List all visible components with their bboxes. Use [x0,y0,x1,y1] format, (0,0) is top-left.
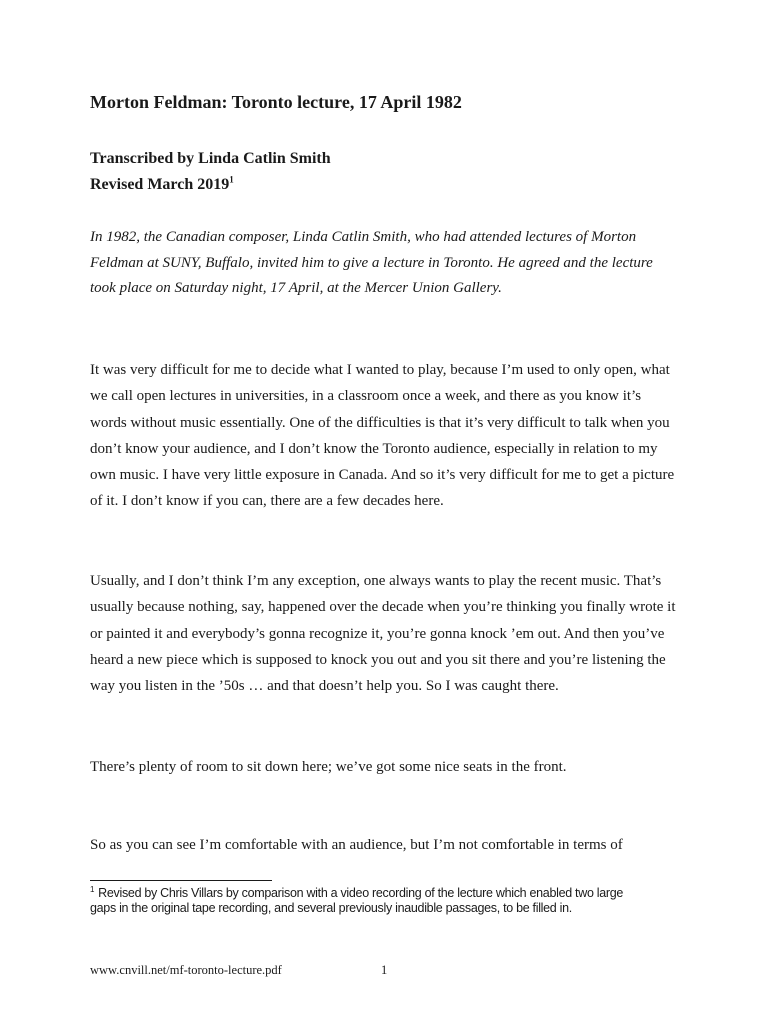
body-paragraph-4: So as you can see I’m comfortable with an audience, but I’m not comfortable in terms of [90,837,623,853]
intro-paragraph: In 1982, the Canadian composer, Linda Catlin Smith, who had attended lectures of Morton Feldman at SUNY, Buffalo, invited him to give a lecture in Toronto. He agreed and the lecture took place on Saturday night, 17 April, at the Mercer Union Gallery. [90,229,653,296]
revision-line [90,174,690,196]
body-paragraph-3: There’s plenty of room to sit down here; we’ve got some nice seats in the front. [90,759,567,775]
footnote-divider [90,880,272,881]
page-number: 1 [381,963,388,977]
transcriber-line: Transcribed by Linda Catlin Smith [90,150,331,167]
revision-text: Revised March 2019 [90,176,230,193]
footnote-text: Revised by Chris Villars by comparison with a video recording of the lecture which enabled two large gaps in the original tape recording, and several previously inaudible passages, to be filled in. [90,886,624,915]
footnote-mark: 1 [90,884,95,894]
body-paragraph-1: It was very difficult for me to decide what I wanted to play, because I’m used to only open, what we call open lectures in universities, in a classroom once a week, and there as you know it’s words without music essentially. One of the difficulties is that it’s very difficult to talk when you don’t know your audience, and I don’t know the Toronto audience, especially in relation to my own music. I have very little exposure in Canada. And so it’s very difficult for me to get a picture of it. I don’t know if you can, there are a few decades here. [90,362,675,510]
footer-url[interactable]: www.cnvill.net/mf-toronto-lecture.pdf [90,963,282,977]
footnote-reference[interactable]: 1 [229,174,234,185]
footnote [90,886,650,916]
document-title: Morton Feldman: Toronto lecture, 17 April 1982 [90,92,462,112]
body-paragraph-2: Usually, and I don’t think I’m any exception, one always wants to play the recent music. That’s usually because nothing, say, happened over the decade when you’re thinking you finally wrote it or painted it and everybody’s gonna recognize it, you’re gonna knock ’em out. And then you’ve heard a new piece which is supposed to knock you out and you sit there and you’re listening the way you listen in the ’50s … and that doesn’t help you. So I was caught there. [90,573,676,695]
